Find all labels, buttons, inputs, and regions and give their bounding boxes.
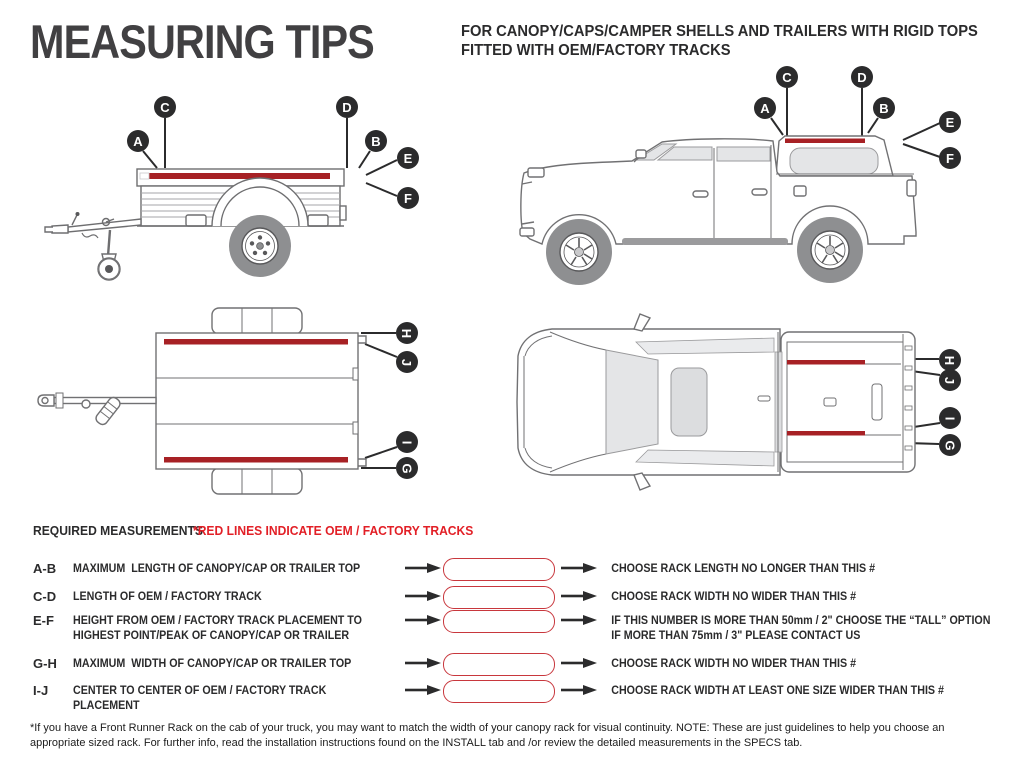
arrow-right-icon bbox=[405, 658, 443, 668]
measurement-description: LENGTH OF OEM / FACTORY TRACK bbox=[73, 591, 262, 603]
measurement-value-pill bbox=[443, 586, 555, 609]
arrow-right-icon bbox=[561, 591, 601, 601]
label-badge-d: D bbox=[851, 66, 873, 88]
required-measurements-label: REQUIRED MEASUREMENTS bbox=[33, 523, 203, 538]
fender-bottom bbox=[212, 468, 302, 494]
measurement-value-pill bbox=[443, 610, 555, 633]
measurement-value-pill bbox=[443, 558, 555, 581]
trailer-top-view bbox=[20, 300, 440, 510]
label-badge-g: G bbox=[396, 457, 418, 479]
measurement-row-ab bbox=[33, 560, 896, 581]
oem-track-red-line-bottom bbox=[164, 457, 348, 463]
label-badge-j: J bbox=[939, 369, 961, 391]
label-badge-c: C bbox=[154, 96, 176, 118]
trailer-side-view-drawing bbox=[20, 88, 440, 303]
arrow-right-icon bbox=[405, 563, 443, 573]
measurement-row-ij bbox=[33, 682, 970, 713]
measurement-range: I-J bbox=[33, 683, 49, 698]
measurement-range: E-F bbox=[33, 613, 54, 628]
label-badge-f: F bbox=[939, 147, 961, 169]
windshield bbox=[606, 350, 658, 454]
label-badge-e: E bbox=[939, 111, 961, 133]
label-badge-c: C bbox=[776, 66, 798, 88]
oem-track-red-line-left bbox=[787, 360, 865, 365]
label-badge-j: J bbox=[396, 351, 418, 373]
measurement-result: CHOOSE RACK WIDTH AT LEAST ONE SIZE WIDER THAN THIS # bbox=[611, 685, 944, 697]
label-badge-a: A bbox=[754, 97, 776, 119]
label-connector-lines bbox=[361, 333, 397, 468]
measurement-result: CHOOSE RACK LENGTH NO LONGER THAN THIS # bbox=[611, 563, 876, 575]
label-badge-g: G bbox=[939, 434, 961, 456]
label-badge-f: F bbox=[397, 187, 419, 209]
measurement-value-pill bbox=[443, 653, 555, 676]
label-badge-d: D bbox=[336, 96, 358, 118]
arrow-right-icon bbox=[405, 615, 443, 625]
arrow-right-icon bbox=[405, 591, 443, 601]
oem-track-red-line-right bbox=[787, 431, 865, 436]
truck-side-view bbox=[490, 60, 1010, 290]
arrow-right-icon bbox=[561, 658, 601, 668]
label-badge-e: E bbox=[397, 147, 419, 169]
label-badge-a: A bbox=[127, 130, 149, 152]
truck-side-view-drawing bbox=[490, 60, 1010, 290]
arrow-right-icon bbox=[561, 685, 601, 695]
measurement-description: MAXIMUM WIDTH OF CANOPY/CAP OR TRAILER TOP bbox=[73, 658, 352, 670]
measurement-range: C-D bbox=[33, 589, 57, 604]
page-title: MEASURING TIPS bbox=[30, 15, 374, 68]
truck-top-view bbox=[488, 298, 1010, 510]
arrow-right-icon bbox=[561, 563, 601, 573]
tow-bar bbox=[54, 398, 156, 404]
fender-top bbox=[212, 308, 302, 334]
subtitle-line-1: FOR CANOPY/CAPS/CAMPER SHELLS AND TRAILERS WITH RIGID TOPS bbox=[461, 23, 978, 40]
measurement-description: HEIGHT FROM OEM / FACTORY TRACK PLACEMENT TO HIGHEST POINT/PEAK OF CANOPY/CAP OR TRAILER bbox=[73, 615, 362, 642]
measurement-result: CHOOSE RACK WIDTH NO WIDER THAN THIS # bbox=[611, 591, 857, 603]
measurement-result: IF THIS NUMBER IS MORE THAN 50mm / 2" CHOOSE THE “TALL” OPTION IF MORE THAN 75mm / 3" PLEASE CONTACT US bbox=[611, 615, 991, 642]
measurement-result: CHOOSE RACK WIDTH NO WIDER THAN THIS # bbox=[611, 658, 857, 670]
sunroof bbox=[671, 368, 707, 436]
trailer-top-view-drawing bbox=[20, 300, 440, 510]
measurement-range: G-H bbox=[33, 656, 57, 671]
page-subtitle bbox=[461, 22, 978, 60]
measurement-description: MAXIMUM LENGTH OF CANOPY/CAP OR TRAILER TOP bbox=[73, 563, 361, 575]
arrow-right-icon bbox=[405, 685, 443, 695]
label-badge-i: I bbox=[939, 407, 961, 429]
label-badge-b: B bbox=[365, 130, 387, 152]
oem-track-red-line-top bbox=[164, 339, 348, 345]
side-step bbox=[622, 238, 788, 245]
label-badge-i: I bbox=[396, 431, 418, 453]
measurement-range: A-B bbox=[33, 561, 57, 576]
measurement-value-pill bbox=[443, 680, 555, 703]
measurement-description: CENTER TO CENTER OF OEM / FACTORY TRACK PLACEMENT bbox=[73, 685, 330, 712]
label-badge-h: H bbox=[939, 349, 961, 371]
measurement-row-gh bbox=[33, 655, 875, 676]
label-badge-b: B bbox=[873, 97, 895, 119]
oem-track-red-line bbox=[149, 173, 330, 179]
measurement-row-ef bbox=[33, 612, 1020, 643]
footnote: *If you have a Front Runner Rack on the cab of your truck, you may want to match the width of your canopy rack for visual continuity. NOTE: These are just guidelines to help you choose an appropriate sized rack. For further info, read the installation instructions found on the INSTALL tab and /or review the detailed measurements in the SPECS tab. bbox=[30, 722, 945, 749]
label-badge-h: H bbox=[396, 322, 418, 344]
truck-top-view-drawing bbox=[488, 298, 1010, 510]
oem-track-red-line bbox=[785, 139, 865, 144]
red-lines-note: *RED LINES INDICATE OEM / FACTORY TRACKS bbox=[193, 523, 474, 538]
trailer-side-view bbox=[20, 88, 440, 303]
measurement-row-cd bbox=[33, 588, 875, 609]
subtitle-line-2: FITTED WITH OEM/FACTORY TRACKS bbox=[461, 42, 731, 59]
arrow-right-icon bbox=[561, 615, 601, 625]
